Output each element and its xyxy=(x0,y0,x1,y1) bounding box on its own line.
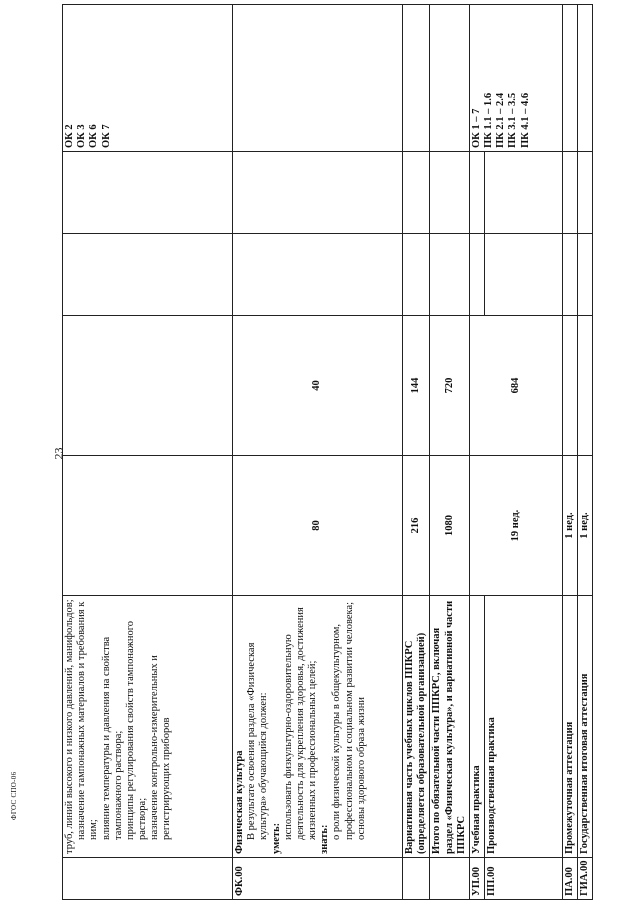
cell-competencies xyxy=(233,5,403,152)
cell-blank xyxy=(563,234,578,316)
cell-hours: 40 xyxy=(233,316,403,456)
competency-code: ОК 2 xyxy=(64,124,75,148)
table-row-gia xyxy=(578,5,593,900)
cell-description: Промежуточная аттестация xyxy=(563,596,578,858)
cell-competencies xyxy=(403,5,430,152)
desc-intro: В результате освоения раздела «Физическая культура» обучающийся должен: xyxy=(246,642,270,840)
competency-code: ПК 1.1 – 1.6 xyxy=(483,92,495,148)
table-row-pa xyxy=(563,5,578,900)
cell-blank xyxy=(233,152,403,234)
cell-competencies xyxy=(469,5,562,152)
cell-description: Учебная практика xyxy=(469,596,484,858)
cell-blank xyxy=(469,152,484,234)
cell-code: ПА.00 xyxy=(563,858,578,900)
cell-blank xyxy=(578,234,593,316)
cell-blank xyxy=(485,234,563,316)
cell-blank xyxy=(233,234,403,316)
cell-hours: 684 xyxy=(469,316,562,456)
table-row-fk xyxy=(233,5,403,900)
footer-code: ФГОС СПО-06 xyxy=(10,771,18,820)
cell-description: Вариативная часть учебных циклов ППКРС (определяется образовательной организацией) xyxy=(403,596,430,858)
competency-code: ОК 1 – 7 xyxy=(470,108,482,148)
curriculum-table xyxy=(62,4,593,900)
table-row-continuation xyxy=(63,5,233,900)
desc-umet-text: использовать физкультурно-оздоровительную деятельность для укрепления здоровья, достижения жизненных и профессиональных целей; xyxy=(282,607,319,840)
desc-label-znat: знать: xyxy=(319,824,331,854)
cell-blank xyxy=(485,152,563,234)
cell-blank xyxy=(578,152,593,234)
cell-max-load: 1 нед. xyxy=(578,456,593,596)
cell-blank xyxy=(63,234,233,316)
cell-competencies xyxy=(430,5,470,152)
desc-label-umet: уметь: xyxy=(270,822,282,854)
desc-znat-text: о роли физической культуры в общекультурном, профессиональном и социальном развитии человека; основы здорового образа жизни xyxy=(331,601,367,840)
cell-code xyxy=(63,858,233,900)
cell-description xyxy=(233,596,403,858)
cell-max-load: 216 xyxy=(403,456,430,596)
desc-line: назначение контрольно-измерительных и регистрирующих приборов xyxy=(149,655,173,840)
cell-blank xyxy=(430,234,470,316)
competency-code: ОК 7 xyxy=(100,124,112,148)
cell-blank xyxy=(430,152,470,234)
competency-code: ОК 3 xyxy=(76,124,88,148)
cell-code: ФК.00 xyxy=(233,858,403,900)
desc-line: влияние температуры и давления на свойства тампонажного раствора; xyxy=(100,636,124,840)
cell-code: ПП.00 xyxy=(485,858,563,900)
cell-blank xyxy=(563,152,578,234)
table-row-up xyxy=(469,5,484,900)
competency-code: ПК 2.1 – 2.4 xyxy=(495,92,507,148)
cell-description: Итого по обязательной части ППКРС, включая раздел «Физическая культура», и вариативной части ППКРС xyxy=(430,596,470,858)
cell-code xyxy=(430,858,470,900)
cell-description xyxy=(63,596,233,858)
cell-max-load xyxy=(63,456,233,596)
cell-description: Государственная итоговая аттестация xyxy=(578,596,593,858)
table-row-variable-part xyxy=(403,5,430,900)
cell-code: УП.00 xyxy=(469,858,484,900)
cell-code xyxy=(403,858,430,900)
page-number: 23 xyxy=(51,447,66,460)
competency-code: ОК 6 xyxy=(88,124,100,148)
section-title: Физическая культура xyxy=(234,750,245,854)
cell-description: Производственная практика xyxy=(485,596,563,858)
cell-blank xyxy=(403,234,430,316)
cell-max-load: 19 нед. xyxy=(469,456,562,596)
cell-hours xyxy=(578,316,593,456)
cell-blank xyxy=(469,234,484,316)
rotated-table-container xyxy=(62,5,591,900)
cell-hours xyxy=(563,316,578,456)
cell-code: ГИА.00 xyxy=(578,858,593,900)
cell-competencies xyxy=(63,5,233,152)
cell-competencies xyxy=(563,5,578,152)
desc-line: труб, линий высокого и низкого давлений, манифольдов; xyxy=(64,599,75,854)
cell-hours: 720 xyxy=(430,316,470,456)
cell-max-load: 1 нед. xyxy=(563,456,578,596)
cell-hours: 144 xyxy=(403,316,430,456)
cell-hours xyxy=(63,316,233,456)
table-row-total xyxy=(430,5,470,900)
cell-competencies xyxy=(578,5,593,152)
competency-code: ПК 3.1 – 3.5 xyxy=(507,92,519,148)
cell-max-load: 80 xyxy=(233,456,403,596)
cell-blank xyxy=(63,152,233,234)
cell-blank xyxy=(403,152,430,234)
competency-code: ПК 4.1 – 4.6 xyxy=(519,92,531,148)
cell-max-load: 1080 xyxy=(430,456,470,596)
desc-line: принципы регулирования свойств тампонажного раствора; xyxy=(124,620,149,840)
desc-line: назначение тампонажных материалов и требования к ним; xyxy=(76,601,100,840)
